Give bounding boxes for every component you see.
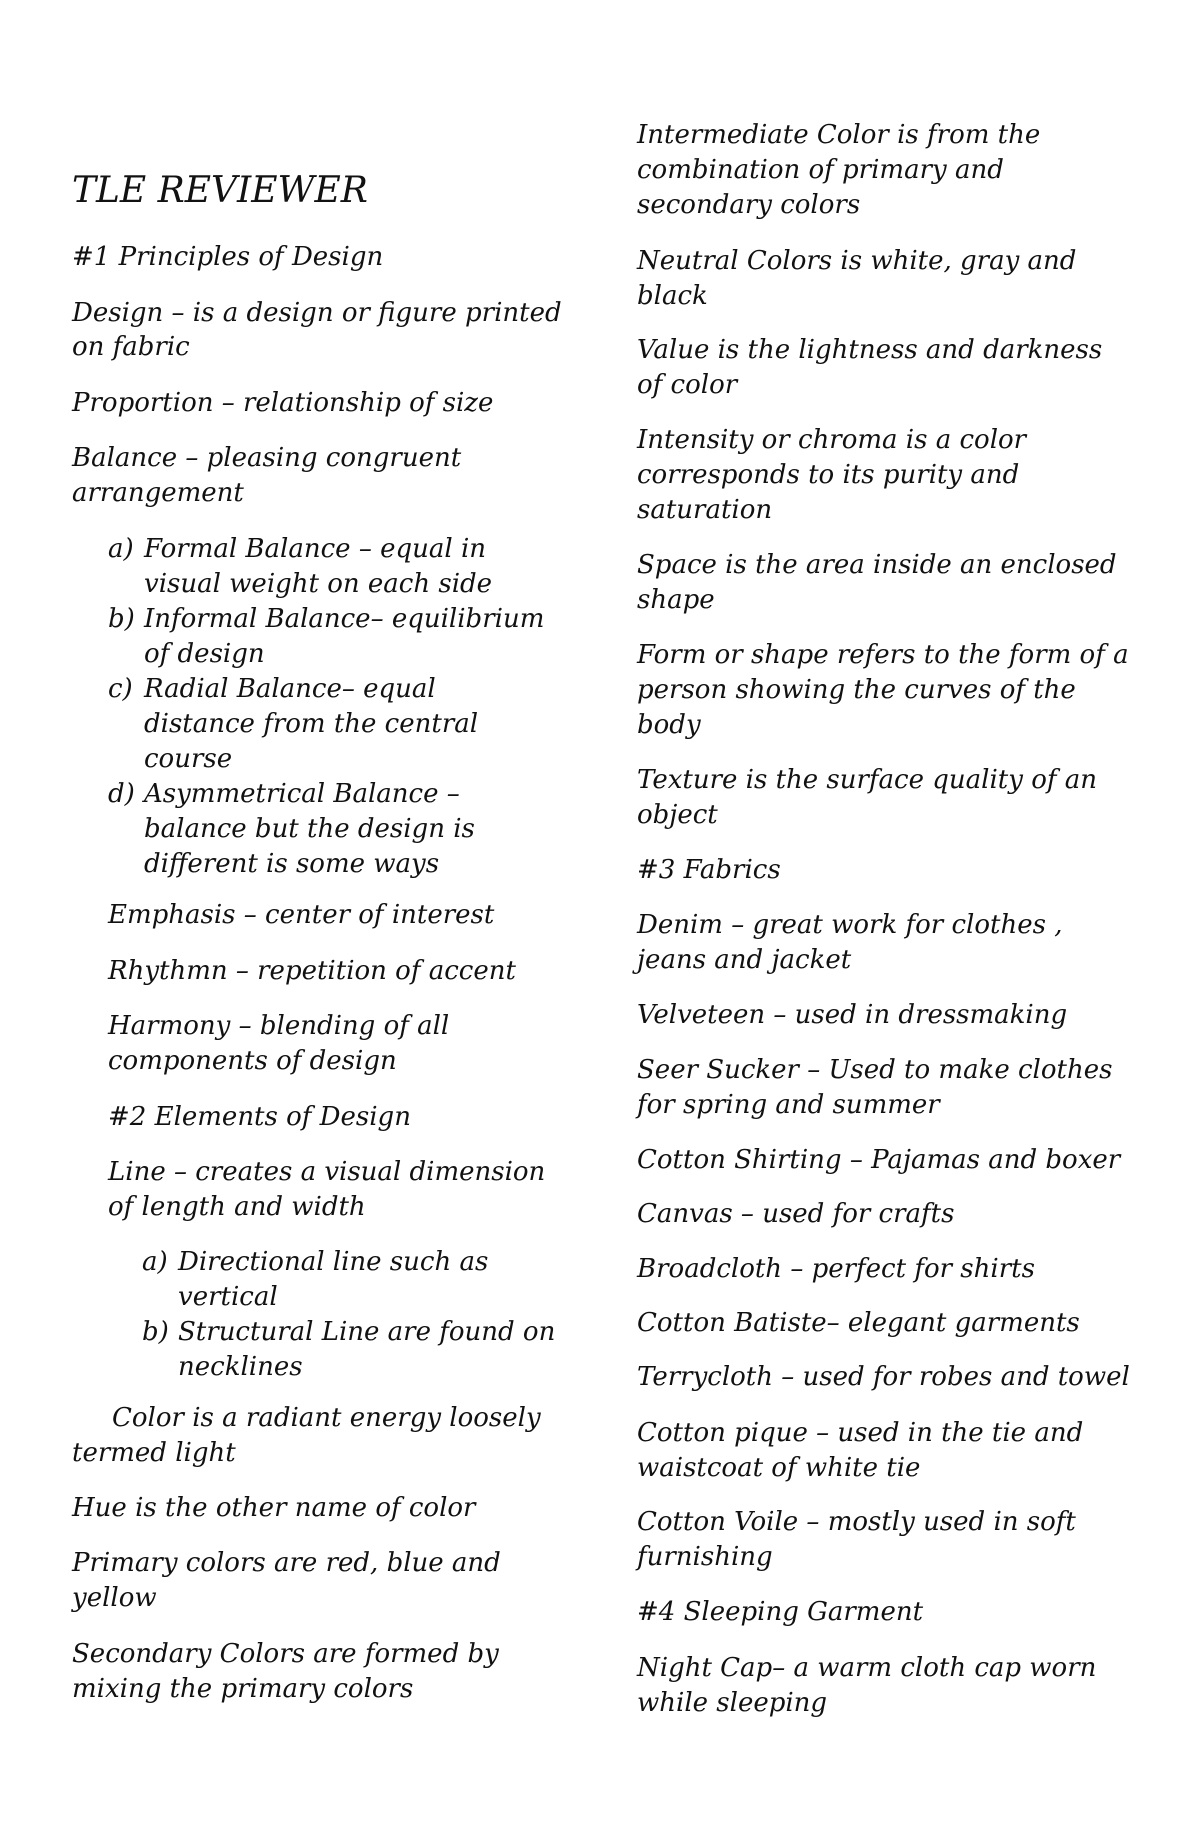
heading-elements: #2 Elements of Design bbox=[108, 1102, 411, 1132]
cotton-shirting: Cotton Shirting – Pajamas and boxer bbox=[637, 1145, 1121, 1175]
terrycloth: Terrycloth – used for robes and towel bbox=[637, 1362, 1130, 1392]
emphasis-definition: Emphasis – center of interest bbox=[108, 900, 495, 930]
list-text-line1: Radial Balance– equal bbox=[144, 674, 436, 704]
velveteen: Velveteen – used in dressmaking bbox=[637, 1000, 1068, 1030]
cotton-voile-line2: furnishing bbox=[637, 1542, 773, 1572]
list-text-line2: visual weight on each side bbox=[144, 569, 493, 599]
list-text-line1: Asymmetrical Balance – bbox=[144, 779, 460, 809]
list-text-line2: vertical bbox=[178, 1282, 278, 1312]
texture-definition-line2: object bbox=[637, 800, 718, 830]
list-text-line1: Formal Balance – equal in bbox=[144, 534, 486, 564]
color-definition-line1: Color is a radiant energy loosely bbox=[112, 1403, 541, 1433]
list-text-line1: Structural Line are found on bbox=[178, 1317, 556, 1347]
document-title: TLE REVIEWER bbox=[72, 170, 368, 211]
list-text-line2: balance but the design is bbox=[144, 814, 475, 844]
seer-sucker-line1: Seer Sucker – Used to make clothes bbox=[637, 1055, 1113, 1085]
cotton-batiste: Cotton Batiste– elegant garments bbox=[637, 1308, 1080, 1338]
intensity-definition-line2: corresponds to its purity and bbox=[637, 460, 1020, 490]
design-definition-line1: Design – is a design or figure printed bbox=[72, 298, 562, 328]
list-label: d) bbox=[108, 779, 135, 809]
neutral-colors-line2: black bbox=[637, 281, 708, 311]
proportion-definition: Proportion – relationship of size bbox=[72, 388, 494, 418]
line-definition-line2: of length and width bbox=[108, 1192, 366, 1222]
hue-definition: Hue is the other name of color bbox=[72, 1493, 476, 1523]
intensity-definition-line3: saturation bbox=[637, 495, 773, 525]
list-item-directional-line bbox=[142, 1245, 488, 1315]
secondary-colors-line1: Secondary Colors are formed by bbox=[72, 1639, 499, 1669]
primary-colors-line2: yellow bbox=[72, 1583, 157, 1613]
design-definition-line2: on fabric bbox=[72, 332, 190, 362]
form-definition-line3: body bbox=[637, 710, 701, 740]
texture-definition-line1: Texture is the surface quality of an bbox=[637, 765, 1097, 795]
intermediate-color-line2: combination of primary and bbox=[637, 155, 1004, 185]
line-definition-line1: Line – creates a visual dimension bbox=[108, 1157, 546, 1187]
heading-principles: #1 Principles of Design bbox=[72, 242, 384, 272]
seer-sucker-line2: for spring and summer bbox=[637, 1090, 940, 1120]
balance-definition-line2: arrangement bbox=[72, 478, 244, 508]
cotton-pique-line1: Cotton pique – used in the tie and bbox=[637, 1418, 1084, 1448]
value-definition-line1: Value is the lightness and darkness bbox=[637, 335, 1103, 365]
cotton-voile-line1: Cotton Voile – mostly used in soft bbox=[637, 1507, 1076, 1537]
list-text-line2: of design bbox=[144, 639, 265, 669]
list-text-line3: course bbox=[144, 744, 233, 774]
rhythmn-definition: Rhythmn – repetition of accent bbox=[108, 956, 516, 986]
list-text-line3: different is some ways bbox=[144, 849, 440, 879]
secondary-colors-line2: mixing the primary colors bbox=[72, 1674, 414, 1704]
list-text-line1: Directional line such as bbox=[178, 1247, 489, 1277]
list-item-radial-balance bbox=[108, 672, 478, 777]
night-cap-line1: Night Cap– a warm cloth cap worn bbox=[637, 1653, 1097, 1683]
cotton-pique-line2: waistcoat of white tie bbox=[637, 1453, 921, 1483]
primary-colors-line1: Primary colors are red, blue and bbox=[72, 1548, 501, 1578]
list-item-asymmetrical-balance bbox=[108, 777, 475, 882]
broadcloth: Broadcloth – perfect for shirts bbox=[637, 1254, 1035, 1284]
denim-line1: Denim – great work for clothes , bbox=[637, 910, 1063, 940]
neutral-colors-line1: Neutral Colors is white, gray and bbox=[637, 246, 1077, 276]
intermediate-color-line1: Intermediate Color is from the bbox=[637, 120, 1041, 150]
intensity-definition-line1: Intensity or chroma is a color bbox=[637, 425, 1027, 455]
list-label: c) bbox=[108, 674, 133, 704]
list-text-line1: Informal Balance– equilibrium bbox=[144, 604, 545, 634]
list-label: a) bbox=[108, 534, 134, 564]
denim-line2: jeans and jacket bbox=[637, 945, 852, 975]
form-definition-line1: Form or shape refers to the form of a bbox=[637, 640, 1129, 670]
space-definition-line2: shape bbox=[637, 585, 715, 615]
balance-definition-line1: Balance – pleasing congruent bbox=[72, 443, 462, 473]
list-label: b) bbox=[108, 604, 135, 634]
list-item-informal-balance bbox=[108, 602, 544, 672]
harmony-definition-line2: components of design bbox=[108, 1046, 397, 1076]
list-text-line2: necklines bbox=[178, 1352, 303, 1382]
list-item-structural-line bbox=[142, 1315, 555, 1385]
heading-fabrics: #3 Fabrics bbox=[637, 855, 781, 885]
list-label: a) bbox=[142, 1247, 168, 1277]
intermediate-color-line3: secondary colors bbox=[637, 190, 861, 220]
canvas: Canvas – used for crafts bbox=[637, 1199, 955, 1229]
heading-sleeping-garment: #4 Sleeping Garment bbox=[637, 1597, 924, 1627]
harmony-definition-line1: Harmony – blending of all bbox=[108, 1011, 450, 1041]
form-definition-line2: person showing the curves of the bbox=[637, 675, 1076, 705]
space-definition-line1: Space is the area inside an enclosed bbox=[637, 550, 1117, 580]
list-text-line2: distance from the central bbox=[144, 709, 479, 739]
list-item-formal-balance bbox=[108, 532, 492, 602]
night-cap-line2: while sleeping bbox=[637, 1688, 828, 1718]
value-definition-line2: of color bbox=[637, 370, 738, 400]
color-definition-line2: termed light bbox=[72, 1438, 236, 1468]
list-label: b) bbox=[142, 1317, 169, 1347]
